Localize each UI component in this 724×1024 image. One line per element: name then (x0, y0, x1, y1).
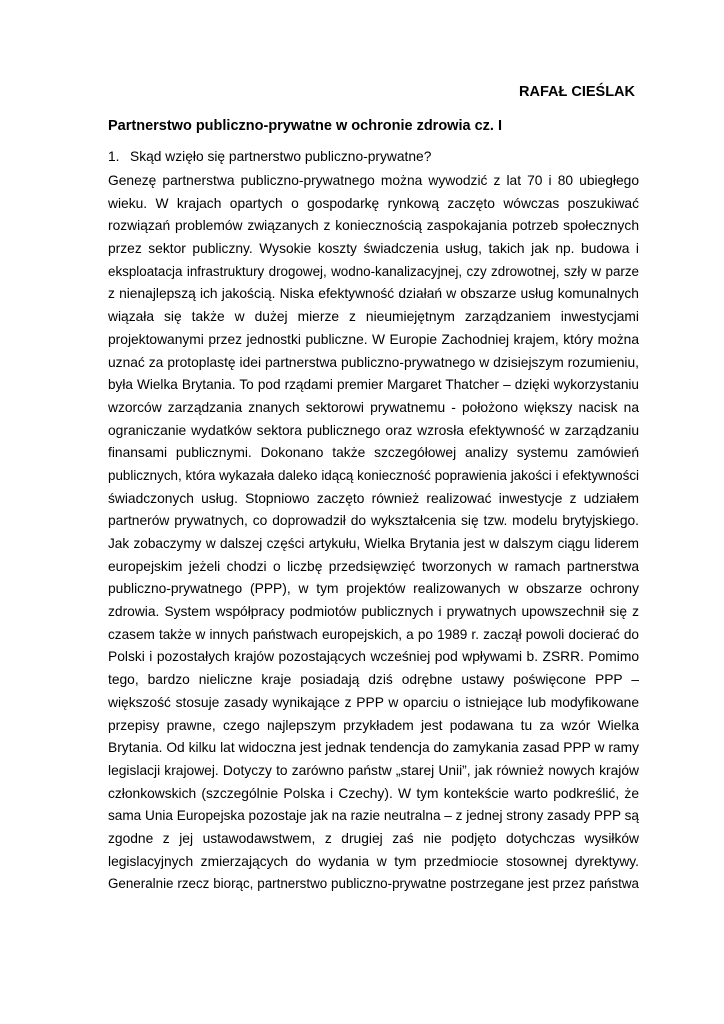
body-line: partnerów prywatnych, co doprowadził do wykształcenia się tzw. modelu brytyjskiego. (108, 513, 639, 529)
body-line: finansami publicznymi. Dokonano także szczegółowej analizy systemu zamówień (108, 445, 639, 461)
body-line: legislacyjnych zmierzających do wydania w tym przedmiocie stosownej dyrektywy. (108, 853, 639, 869)
body-line: wzorców zarządzania znanych sektorowi prywatnemu - położono większy nacisk na (108, 399, 639, 415)
body-line: rozwiązań problemów związanych z koniecznością zaspokajania potrzeb społecznych (108, 218, 639, 234)
section-heading (108, 149, 431, 164)
body-line: czasem także w innych państwach europejskich, a po 1989 r. zaczął powoli docierać do (108, 626, 639, 642)
body-line: świadczonych usług. Stopniowo zaczęto również realizować inwestycje z udziałem (108, 490, 639, 506)
body-line: publicznych, która wykazała daleko idącą konieczność poprawienia jakości i efektywności (108, 467, 639, 483)
body-line: wieku. W krajach opartych o gospodarkę rynkową zaczęto wówczas poszukiwać (108, 195, 639, 211)
body-line: zgodne z jej ustawodawstwem, z drugiej zaś nie podjęto dotychczas wysiłków (108, 830, 639, 846)
body-line: Polski i pozostałych krajów pozostających wcześniej pod wpływami b. ZSRR. Pomimo (108, 649, 639, 665)
section-number: 1. (108, 149, 120, 164)
body-line: publiczno-prywatnego (PPP), w tym projektów realizowanych w obszarze ochrony (108, 581, 639, 597)
body-line: eksploatacja infrastruktury drogowej, wodno-kanalizacyjnej, czy zdrowotnej, szły w parze (108, 263, 639, 279)
body-line: przez sektor publiczny. Wysokie koszty świadczenia usług, takich jak np. budowa i (108, 241, 639, 257)
body-line: Genezę partnerstwa publiczno-prywatnego można wywodzić z lat 70 i 80 ubiegłego (108, 173, 639, 188)
body-line: z nienajlepszą ich jakością. Niska efektywność działań w obszarze usług komunalnych (108, 286, 639, 302)
section-heading-text: Skąd wzięło się partnerstwo publiczno-prywatne? (130, 149, 432, 164)
body-line: przepisy prawne, czego najlepszym przykładem jest podawana tu za wzór Wielka (108, 717, 639, 733)
body-line: projektowanymi przez jednostki publiczne. W Europie Zachodniej krajem, który można (108, 331, 639, 347)
body-paragraph (108, 170, 639, 896)
body-line: ograniczanie wydatków sektora publicznego oraz wzrosła efektywność w zarządzaniu (108, 422, 639, 438)
body-line: Generalnie rzecz biorąc, partnerstwo publiczno-prywatne postrzegane jest przez państwa (108, 876, 639, 892)
body-line: większość stosuje zasady wynikające z PPP w oparciu o istniejące lub modyfikowane (108, 694, 639, 710)
body-line: członkowskich (szczególnie Polska i Czechy). W tym kontekście warto podkreślić, że (108, 785, 639, 801)
body-line: tego, bardzo nieliczne kraje posiadają dziś odrębne ustawy poświęcone PPP – (108, 672, 639, 688)
article-title: Partnerstwo publiczno-prywatne w ochronie zdrowia cz. I (108, 118, 502, 134)
body-line: była Wielka Brytania. To pod rządami premier Margaret Thatcher – dzięki wykorzystaniu (108, 377, 639, 393)
body-line: Jak zobaczymy w dalszej części artykułu, Wielka Brytania jest w dalszym ciągu liderem (108, 536, 639, 551)
author-name: RAFAŁ CIEŚLAK (519, 84, 635, 100)
body-line: legislacji krajowej. Dotyczy to zarówno państw „starej Unii”, jak również nowych krajów (108, 762, 639, 778)
body-line: Brytania. Od kilku lat widoczna jest jednak tendencja do zamykania zasad PPP w ramy (108, 740, 639, 756)
body-line: uznać za protoplastę idei partnerstwa publiczno-prywatnego w dzisiejszym rozumieniu, (108, 354, 639, 370)
body-line: zdrowia. System współpracy podmiotów publicznych i prywatnych upowszechnił się z (108, 604, 639, 620)
body-line: europejskim jeżeli chodzi o liczbę przedsięwzięć tworzonych w ramach partnerstwa (108, 558, 639, 574)
body-line: sama Unia Europejska pozostaje jak na razie neutralna – z jednej strony zasady PPP są (108, 808, 639, 824)
body-line: wiązała się także w dużej mierze z nieumiejętnym zarządzaniem inwestycjami (108, 309, 639, 325)
